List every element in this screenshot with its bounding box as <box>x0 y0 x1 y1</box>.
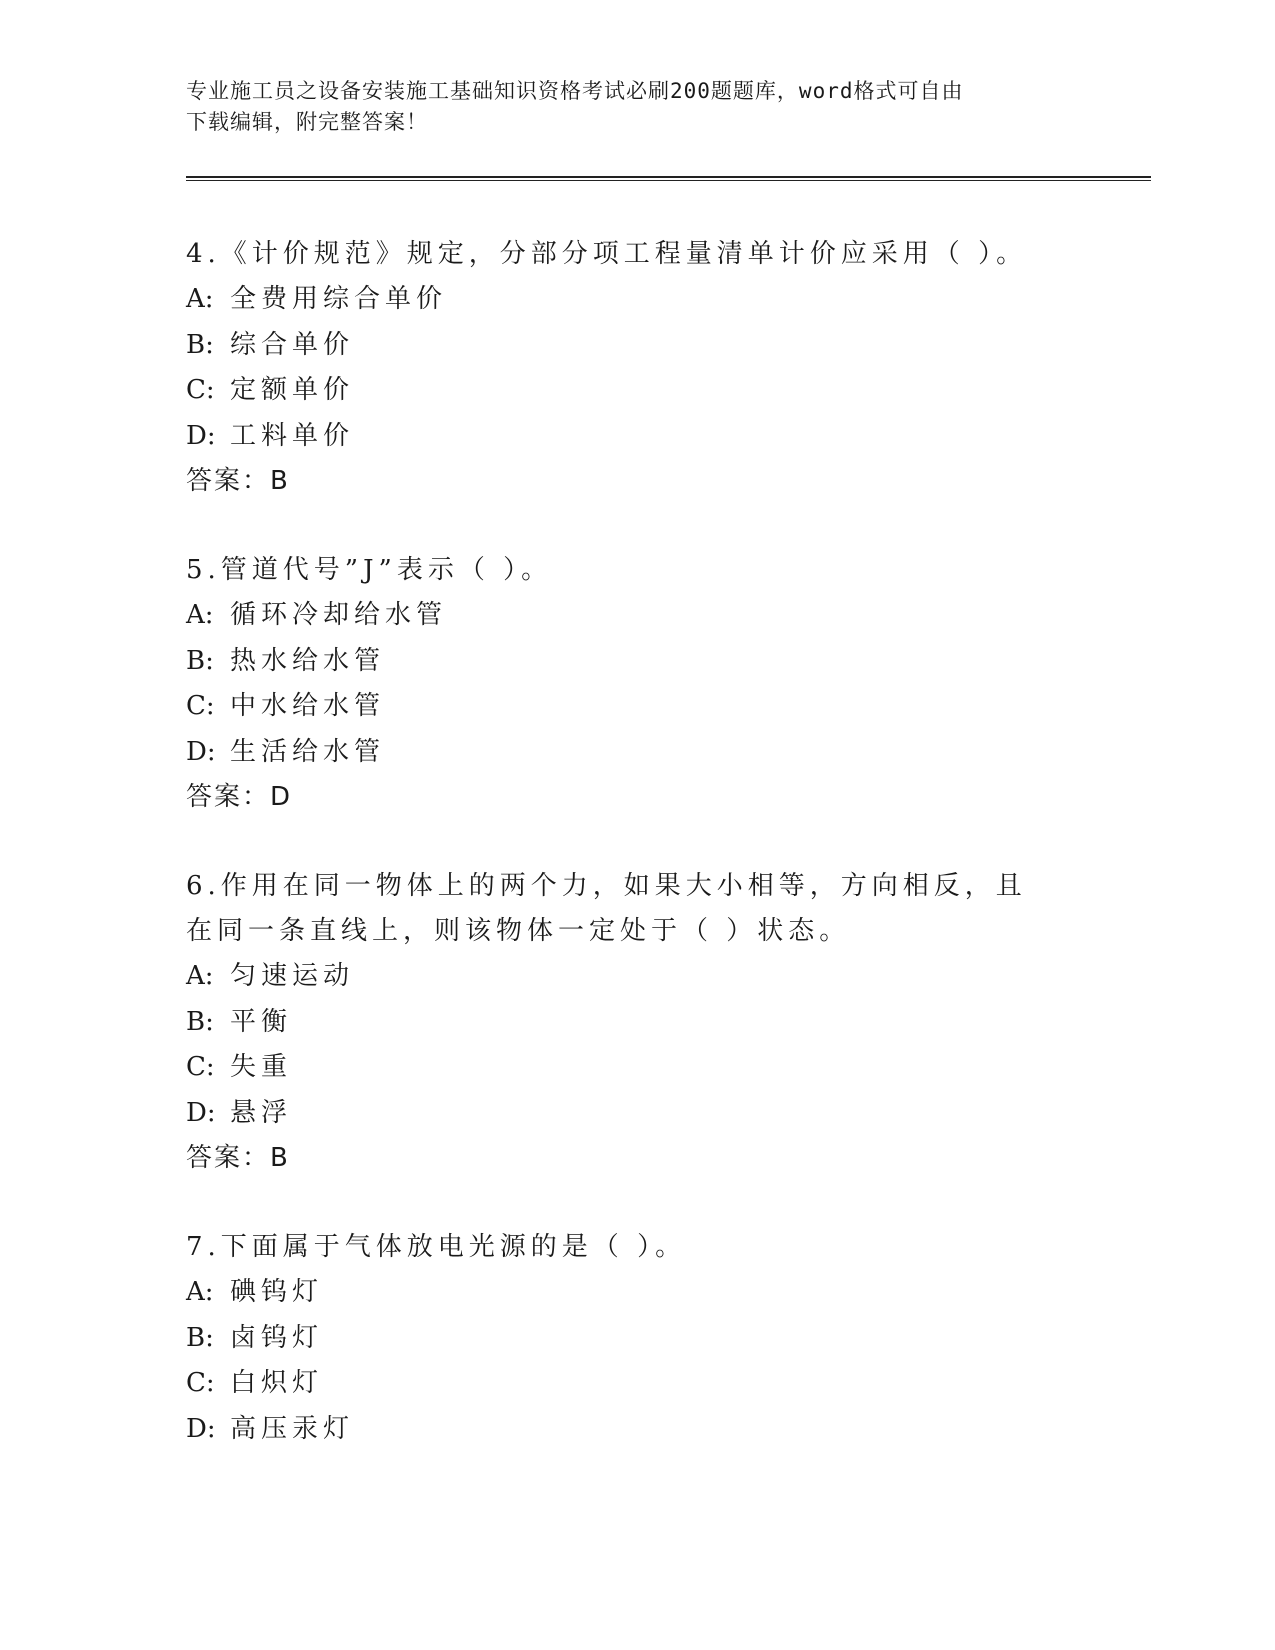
option-key: C: <box>186 1052 215 1082</box>
option-c <box>186 684 1151 730</box>
option-text: 定额单价 <box>230 375 355 405</box>
question-stem: 6.作用在同一物体上的两个力，如果大小相等，方向相反，且在同一条直线上，则该物体一定处于（ ）状态。 <box>186 871 1027 946</box>
option-text: 热水给水管 <box>230 645 386 676</box>
option-key: A: <box>186 600 214 630</box>
question-6 <box>186 864 1151 1181</box>
option-key: D: <box>186 736 216 767</box>
option-text: 平衡 <box>230 1006 293 1037</box>
option-key: B: <box>186 645 214 676</box>
option-text: 综合单价 <box>230 329 355 360</box>
option-text: 循环冷却给水管 <box>230 600 448 630</box>
option-key: A: <box>186 284 214 314</box>
option-b <box>186 1000 1151 1046</box>
option-text: 工料单价 <box>230 420 355 451</box>
option-d <box>186 414 1151 460</box>
option-key: A: <box>186 961 214 991</box>
header-line-1: 专业施工员之设备安装施工基础知识资格考试必刷200题题库，word格式可自由 <box>186 79 964 103</box>
option-text: 匀速运动 <box>230 961 355 991</box>
option-d <box>186 1091 1151 1137</box>
option-key: B: <box>186 329 214 360</box>
question-5 <box>186 548 1151 820</box>
answer-line: 答案：B <box>186 1143 290 1173</box>
answer-line: 答案：D <box>186 782 293 812</box>
document-header <box>186 76 1086 138</box>
question-stem: 4.《计价规范》规定，分部分项工程量清单计价应采用（ ）。 <box>186 239 1028 269</box>
option-a <box>186 593 1151 639</box>
option-text: 高压汞灯 <box>230 1413 355 1444</box>
option-text: 白炽灯 <box>230 1368 324 1398</box>
option-b <box>186 639 1151 685</box>
header-line-2: 下载编辑，附完整答案！ <box>186 110 428 134</box>
option-c <box>186 1361 1151 1407</box>
option-text: 生活给水管 <box>230 736 386 767</box>
answer-line: 答案：B <box>186 466 290 496</box>
option-key: D: <box>186 420 216 451</box>
option-key: C: <box>186 1368 215 1398</box>
option-key: C: <box>186 691 215 721</box>
option-c <box>186 368 1151 414</box>
question-stem: 7.下面属于气体放电光源的是（ ）。 <box>186 1232 687 1262</box>
option-text: 碘钨灯 <box>230 1277 324 1307</box>
option-d <box>186 730 1151 776</box>
option-a <box>186 1270 1151 1316</box>
option-key: A: <box>186 1277 214 1307</box>
option-text: 全费用综合单价 <box>230 284 448 314</box>
option-c <box>186 1045 1151 1091</box>
option-a <box>186 954 1151 1000</box>
option-text: 悬浮 <box>230 1097 293 1128</box>
option-key: D: <box>186 1097 216 1128</box>
header-divider <box>186 176 1151 181</box>
question-list <box>186 232 1151 1496</box>
option-text: 失重 <box>230 1052 293 1082</box>
question-7 <box>186 1225 1151 1452</box>
option-b <box>186 323 1151 369</box>
option-d <box>186 1407 1151 1453</box>
option-a <box>186 277 1151 323</box>
option-b <box>186 1316 1151 1362</box>
option-key: B: <box>186 1322 214 1353</box>
option-key: D: <box>186 1413 216 1444</box>
option-text: 卤钨灯 <box>230 1322 324 1353</box>
option-text: 中水给水管 <box>230 691 386 721</box>
option-key: C: <box>186 375 215 405</box>
question-4 <box>186 232 1151 504</box>
question-stem: 5.管道代号”J”表示（ ）。 <box>186 555 553 585</box>
option-key: B: <box>186 1006 214 1037</box>
